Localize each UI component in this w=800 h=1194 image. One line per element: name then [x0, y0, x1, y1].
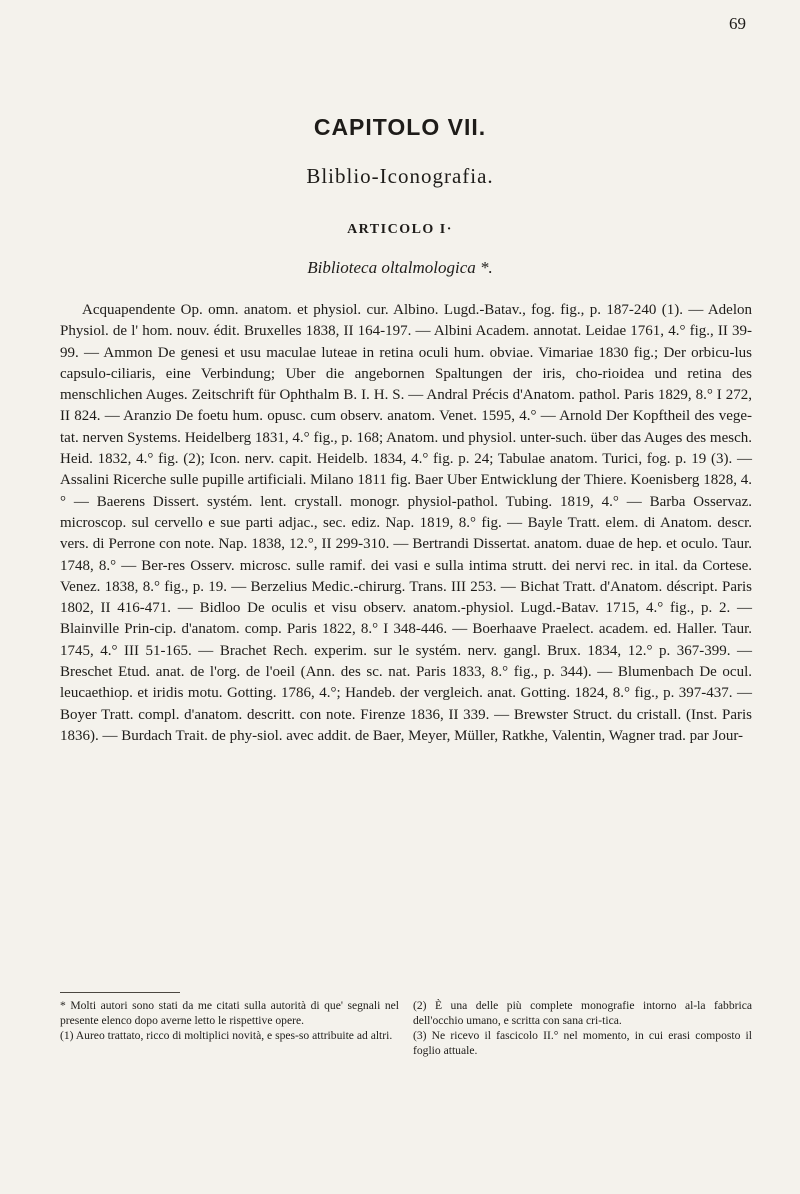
- bibliography-text: [60, 300, 752, 747]
- footnote: (2) È una delle più complete monografie intorno al-la fabbrica dell'occhio umano, e scritta con sana cri-tica.: [413, 999, 752, 1027]
- chapter-title: CAPITOLO VII.: [313, 114, 487, 140]
- footnote-divider: [60, 992, 180, 993]
- section-title: Bliblio-Iconografia.: [306, 164, 494, 188]
- page-number: 69: [729, 14, 746, 33]
- article-title: ARTICOLO I·: [347, 222, 453, 237]
- bibliography-paragraph: Acquapendente Op. omn. anatom. et physiol. cur. Albino. Lugd.-Batav., fog. fig., p. 187-240 (1). — Adelon Physiol. de l' hom. nouv. édit. Bruxelles 1838, II 164-197. — Albini Academ. annotat. Leidae 1761, 4.° fig., II 39-99. — Ammon De genesi et usu maculae luteae in retina oculi hum. obviae. Vimariae 1830 fig.; Der orbicu-lus capsulo-ciliaris, eine Verbindung; Uber die angebornen Spaltungen der iris, cho-rioidea und retina des menschlichen Auges. Zeitschrift für Ophthalm B. I. H. S. — Andral Précis d'Anatom. pathol. Paris 1829, 8.° I 272, II 824. — Aranzio De foetu hum. opusc. cum observ. anatom. Venet. 1595, 4.° — Arnold Der Kopftheil des vege-tat. nerven Systems. Heidelberg 1831, 4.° fig., p. 168; Anatom. und physiol. unter-such. über das Auges des mesch. Heid. 1832, 4.° fig. (2); Icon. nerv. capit. Heidelb. 1834, 4.° fig. p. 24; Tabulae anatom. Turici, fog. p. 19 (3). — Assalini Ricerche sulle pupille artificiali. Milano 1811 fig. Baer Uber Entwicklung der Thiere. Koenisberg 1828, 4.° — Baerens Dissert. systém. lent. crystall. monogr. physiol-pathol. Tubing. 1819, 4.° — Barba Osservaz. microscop. sul cervello e sue parti adjac., sec. ediz. Nap. 1819, 8.° fig. — Bayle Tratt. elem. di Anatom. descr. vers. di Perrone con note. Nap. 1838, 12.°, II 299-310. — Bertrandi Dissertat. anatom. duae de hep. et oculo. Taur. 1748, 8.° — Ber-res Osserv. microsc. sulle ramif. dei vasi e sulla intima strutt. dei nervi rec. in ital. da Cortese. Venez. 1838, 8.° fig., p. 19. — Berzelius Medic.-chirurg. Trans. III 253. — Bichat Tratt. d'Anatom. déscript. Paris 1802, II 416-471. — Bidloo De oculis et visu observ. anatom.-physiol. Lugd.-Batav. 1715, 4.° fig., p. 2. — Blainville Prin-cip. d'anatom. comp. Paris 1822, 8.° I 348-446. — Boerhaave Praelect. academ. ed. Haller. Taur. 1745, 4.° III 51-165. — Brachet Rech. experim. sur le systém. nerv. gangl. Brux. 1834, 12.° p. 367-399. — Breschet Etud. anat. de l'org. de l'oeil (Ann. des sc. nat. Paris 1833, 8.° fig., p. 344). — Blumenbach De ocul. leucaethiop. et iridis motu. Gotting. 1786, 4.°; Handeb. der vergleich. anat. Gotting. 1824, 8.° fig., p. 397-437. — Boyer Tratt. compl. d'anatom. descritt. con note. Firenze 1836, II 339. — Brewster Struct. du cristall. (Inst. Paris 1836). — Burdach Trait. de phy-siol. avec addit. de Baer, Meyer, Müller, Ratkhe, Valentin, Wagner trad. par Jour-: [60, 302, 752, 744]
- footnotes: [60, 998, 752, 1058]
- footnotes-right-column: [413, 998, 752, 1058]
- footnotes-left-column: [60, 998, 399, 1058]
- subtitle: Biblioteca oltalmologica *.: [307, 258, 493, 277]
- footnote: * Molti autori sono stati da me citati sulla autorità di que' segnali nel presente elenco dopo averne letto le rispettive opere.: [60, 999, 399, 1027]
- footnote: (1) Aureo trattato, ricco di moltiplici novità, e spes-so attribuite ad altri.: [60, 1029, 393, 1042]
- footnote: (3) Ne ricevo il fascicolo II.° nel momento, in cui erasi composto il foglio attuale.: [413, 1029, 752, 1057]
